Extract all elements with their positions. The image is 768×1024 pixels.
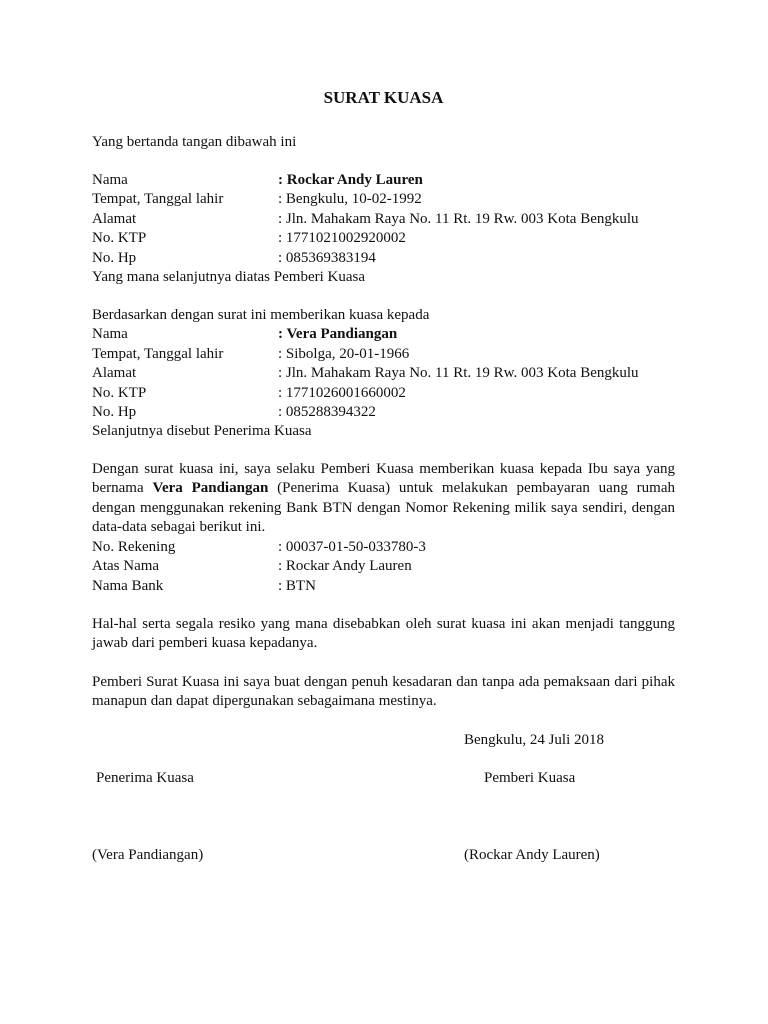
consent-paragraph: Pemberi Surat Kuasa ini saya buat dengan penuh kesadaran dan tanpa ada pemaksaan dari pihak manapun dan dapat dipergunakan sebagaimana mestinya. [92, 674, 675, 710]
detail-label: Nama [92, 326, 128, 343]
detail-value: : Jln. Mahakam Raya No. 11 Rt. 19 Rw. 003 Kota Bengkulu [278, 365, 639, 382]
detail-label: Alamat [92, 365, 137, 382]
detail-value: : BTN [278, 577, 316, 594]
detail-value: : Sibolga, 20-01-1966 [278, 345, 410, 362]
detail-value: : Jln. Mahakam Raya No. 11 Rt. 19 Rw. 003 Kota Bengkulu [278, 210, 639, 227]
detail-label: Nama Bank [92, 577, 164, 594]
detail-row [92, 577, 675, 596]
detail-label: No. Hp [92, 249, 137, 266]
detail-label: No. KTP [92, 384, 147, 401]
penerima-kuasa-details [92, 306, 675, 442]
detail-row [92, 345, 675, 364]
detail-row [92, 364, 675, 383]
detail-label: Atas Nama [92, 558, 160, 575]
detail-row [92, 229, 675, 248]
detail-value: : 085288394322 [278, 404, 376, 421]
detail-row [92, 557, 675, 576]
document-title: SURAT KUASA [323, 88, 444, 107]
detail-value: : 1771021002920002 [278, 230, 406, 247]
purpose-paragraph: Dengan surat kuasa ini, saya selaku Pemberi Kuasa memberikan kuasa kepada Ibu saya yang bernama Vera Pandiangan (Penerima Kuasa) untuk melakukan pembayaran uang rumah dengan menggunakan rekening Bank BTN dengan Nomor Rekening milik saya sendiri, dengan data-data sebagai berikut ini. [92, 461, 675, 536]
detail-label: Alamat [92, 210, 137, 227]
detail-label: Tempat, Tanggal lahir [92, 345, 224, 362]
detail-label: No. KTP [92, 230, 147, 247]
signature-role-left: Penerima Kuasa [96, 770, 194, 786]
signature-name-left: (Vera Pandiangan) [92, 847, 204, 863]
detail-value: : Vera Pandiangan [278, 326, 398, 343]
recipient-name-emphasis: Vera Pandiangan [152, 480, 269, 497]
detail-label: No. Rekening [92, 539, 176, 555]
detail-row [92, 403, 675, 422]
signature-role-right: Pemberi Kuasa [484, 770, 576, 786]
detail-row [92, 190, 675, 209]
detail-value: : Rockar Andy Lauren [278, 558, 412, 575]
detail-label: Nama [92, 172, 128, 188]
detail-value: : 085369383194 [278, 249, 376, 266]
detail-value: : Rockar Andy Lauren [278, 172, 423, 188]
detail-row [92, 171, 675, 190]
detail-row [92, 538, 675, 557]
pemberi-kuasa-details [92, 171, 675, 287]
pemberi-closing: Yang mana selanjutnya diatas Pemberi Kuasa [92, 269, 365, 286]
detail-label: Tempat, Tanggal lahir [92, 191, 224, 208]
account-details [92, 538, 675, 596]
detail-value: : Bengkulu, 10-02-1992 [278, 191, 422, 208]
detail-row [92, 325, 675, 344]
penerima-closing: Selanjutnya disebut Penerima Kuasa [92, 423, 312, 440]
detail-row [92, 249, 675, 268]
intro-text: Yang bertanda tangan dibawah ini [92, 134, 297, 150]
detail-value: : 00037-01-50-033780-3 [278, 539, 426, 555]
penerima-heading: Berdasarkan dengan surat ini memberikan kuasa kepada [92, 307, 430, 323]
detail-row [92, 210, 675, 229]
detail-row [92, 384, 675, 403]
risk-paragraph: Hal-hal serta segala resiko yang mana disebabkan oleh surat kuasa ini akan menjadi tanggung jawab dari pemberi kuasa kepadanya. [92, 616, 675, 652]
place-date: Bengkulu, 24 Juli 2018 [464, 732, 605, 748]
detail-label: No. Hp [92, 404, 137, 421]
detail-value: : 1771026001660002 [278, 384, 406, 401]
signature-name-right: (Rockar Andy Lauren) [464, 847, 600, 863]
